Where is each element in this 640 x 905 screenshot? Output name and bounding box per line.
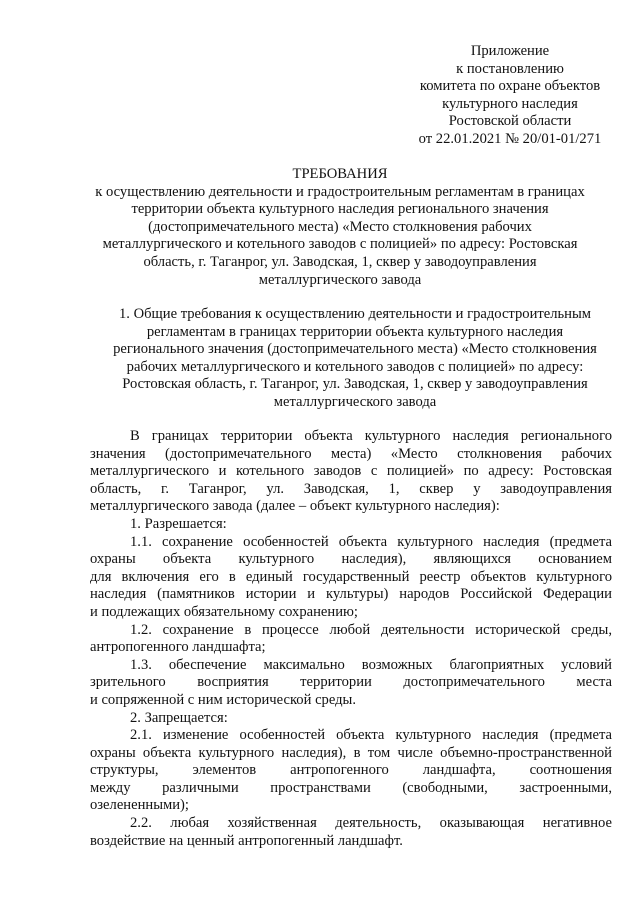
intro-paragraph [90, 428, 612, 516]
body-line: и подлежащих обязательному сохранению; [90, 603, 358, 620]
appendix-block [400, 43, 620, 149]
body-line: металлургического завода (далее – объект культурного наследия): [90, 498, 500, 515]
body-line: область, г. Таганрог, ул. Заводская, 1, сквер у заводоуправления [90, 480, 612, 497]
appendix-line: Ростовской области [448, 113, 572, 130]
body-line: структуры, элементов антропогенного ландшафта, соотношения [90, 762, 612, 779]
title-line: к осуществлению деятельности и градостроительным регламентам в границах [95, 183, 585, 200]
body-line: значения (достопримечательного места) «Место столкновения рабочих [90, 445, 612, 462]
appendix-line: к постановлению [456, 60, 564, 77]
item-2-1 [90, 727, 612, 815]
body-line: охраны объекта культурного наследия), являющихся основанием [90, 551, 612, 568]
body-line: наследия (памятников истории и культуры) народов Российской Федерации [90, 586, 612, 603]
body-line: 2.1. изменение особенностей объекта культурного наследия (предмета [130, 727, 612, 744]
section-line: рабочих металлургического и котельного заводов с полицией» по адресу: [126, 358, 584, 375]
body-line: и сопряженной с ним исторической среды. [90, 691, 357, 708]
body-line: охраны объекта культурного наследия), в том числе объемно-пространственной [90, 744, 612, 761]
title-line: металлургического и котельного заводов с полицией» по адресу: Ростовская [102, 236, 578, 253]
appendix-line: Приложение [470, 43, 550, 59]
body-line: воздействие на ценный антропогенный ландшафт. [90, 832, 403, 849]
section-line: 1. Общие требования к осуществлению деятельности и градостроительным [118, 306, 592, 322]
body-line: В границах территории объекта культурного наследия регионального [130, 428, 612, 444]
body-line: 1.3. обеспечение максимально возможных благоприятных условий [130, 656, 612, 673]
body-line: зрительного восприятия территории достопримечательного места [90, 674, 612, 691]
section-line: регионального значения (достопримечательного места) «Место столкновения [113, 341, 597, 358]
body-line: 1. Разрешается: [130, 515, 227, 532]
body-line: 1.1. сохранение особенностей объекта культурного наследия (предмета [130, 533, 612, 550]
body-line: 2. Запрещается: [130, 709, 228, 726]
appendix-line: культурного наследия [442, 95, 578, 112]
allowed-heading [90, 516, 612, 534]
body-line: 2.2. любая хозяйственная деятельность, оказывающая негативное [130, 815, 612, 832]
appendix-line: комитета по охране объектов [419, 78, 601, 95]
body-line: озелененными); [90, 797, 189, 814]
body-line: антропогенного ландшафта; [90, 639, 266, 656]
section-line: металлургического завода [273, 393, 437, 410]
title-heading: ТРЕБОВАНИЯ [292, 166, 388, 182]
document-title [60, 166, 620, 289]
body-line: металлургического и котельного заводов с полицией» по адресу: Ростовская [90, 463, 612, 480]
section-line: Ростовская область, г. Таганрог, ул. Заводская, 1, сквер у заводоуправления [122, 376, 588, 393]
title-line: территории объекта культурного наследия регионального значения [131, 201, 549, 218]
body-line: между различными пространствами (свободными, застроенными, [90, 779, 612, 796]
item-1-2 [90, 622, 612, 657]
forbidden-heading [90, 710, 612, 728]
section-1-heading [85, 306, 625, 412]
appendix-line: от 22.01.2021 № 20/01-01/271 [418, 130, 602, 147]
document-body [90, 428, 612, 850]
title-line: (достопримечательного места) «Место столкновения рабочих [148, 218, 532, 235]
item-1-1 [90, 534, 612, 622]
title-line: область, г. Таганрог, ул. Заводская, 1, сквер у заводоуправления [143, 253, 537, 270]
item-1-3 [90, 657, 612, 710]
body-line: для включения его в единый государственный реестр объектов культурного [90, 568, 612, 585]
item-2-2 [90, 815, 612, 850]
section-line: регламентам в границах территории объекта культурного наследия [146, 323, 564, 340]
body-line: 1.2. сохранение в процессе любой деятельности исторической среды, [130, 621, 612, 638]
title-line: металлургического завода [258, 271, 422, 288]
